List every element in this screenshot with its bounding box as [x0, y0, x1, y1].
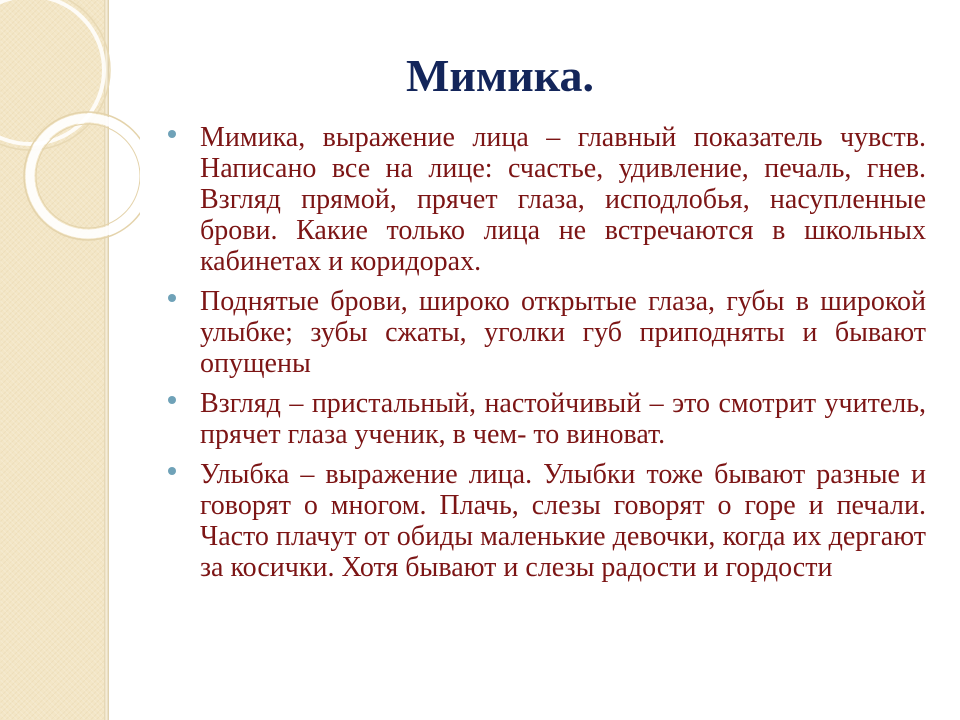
bullet-text: Улыбка – выражение лица. Улыбки тоже бывают разные и говорят о многом. Плачь, слезы говорят о горе и печали. Часто плачут от обиды маленькие девочки, когда их дергают за косички. Хотя бывают и слезы радости и гордости: [200, 459, 926, 583]
list-item: [168, 122, 926, 277]
bullet-dot-icon: [168, 294, 176, 302]
bullet-text: Поднятые брови, широко открытые глаза, губы в широкой улыбке; зубы сжаты, уголки губ приподняты и бывают опущены: [200, 286, 926, 379]
bullet-dot-icon: [168, 467, 176, 475]
bullet-list: [168, 122, 926, 592]
list-item: [168, 286, 926, 379]
bullet-dot-icon: [168, 130, 176, 138]
bullet-text: Взгляд – пристальный, настойчивый – это смотрит учитель, прячет глаза ученик, в чем- то виноват.: [200, 388, 926, 450]
list-item: [168, 388, 926, 450]
decorative-rings-icon: [0, 0, 140, 260]
bullet-text: Мимика, выражение лица – главный показатель чувств. Написано все на лице: счастье, удивление, печаль, гнев. Взгляд прямой, прячет глаза, исподлобья, насупленные брови. Какие только лица не встречаются в школьных кабинетах и коридорах.: [200, 122, 926, 277]
slide-title: Мимика.: [405, 50, 595, 101]
bullet-dot-icon: [168, 396, 176, 404]
list-item: [168, 459, 926, 583]
